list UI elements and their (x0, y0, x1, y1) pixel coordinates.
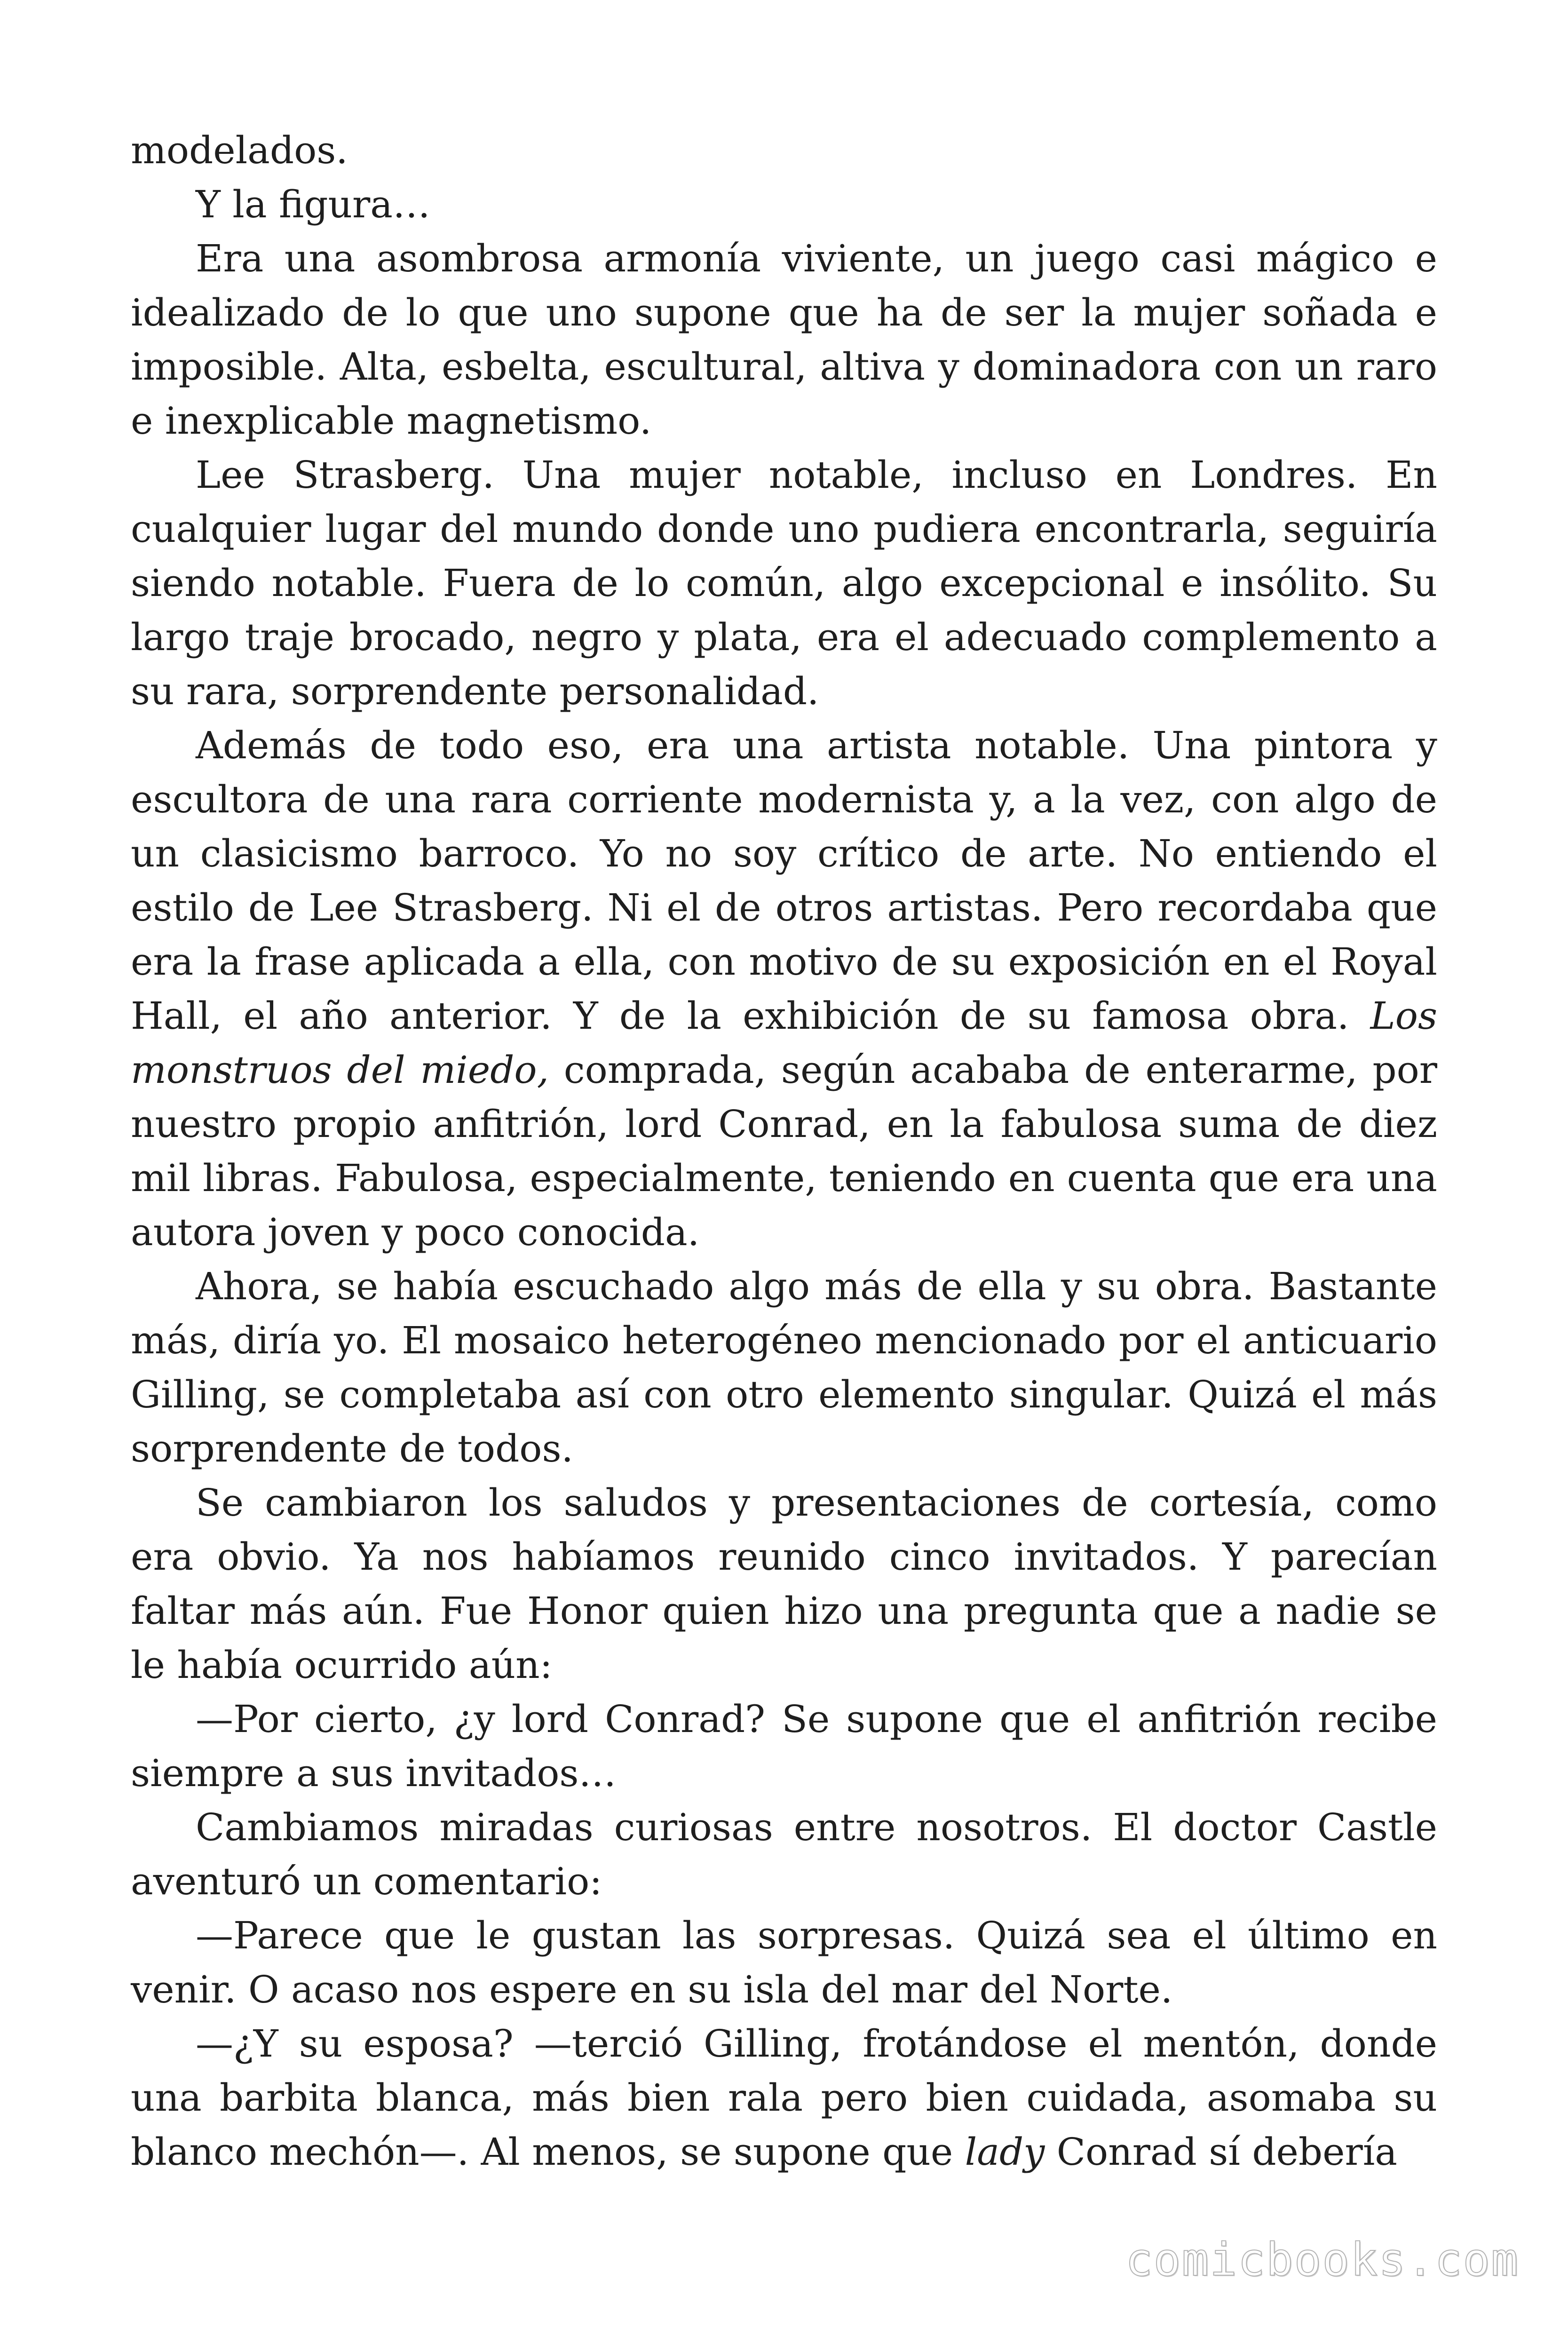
paragraph-text: Además de todo eso, era una artista notable. Una pintora y escultora de una rara corriente modernista y, a la vez, con algo de un clasicismo barroco. Yo no soy crítico de arte. No entiendo el estilo de Lee Strasberg. Ni el de otros artistas. Pero recordaba que era la frase aplicada a ella, con motivo de su exposición en el Royal Hall, el año anterior. Y de la exhibición de su famosa obra. (131, 723, 1437, 1038)
paragraph: —Parece que le gustan las sorpresas. Quizá sea el último en venir. O acaso nos espere en su isla del mar del Norte. (131, 1914, 1437, 2011)
paragraph-text: comprada, según acababa de enterarme, por nuestro propio anfitrión, lord Conrad, en la fabulosa suma de diez mil libras. Fabulosa, especialmente, teniendo en cuenta que era una autora joven y poco conocida. (131, 1048, 1438, 1254)
paragraph: modelados. (131, 128, 348, 172)
paragraph-text: Conrad sí debería (1045, 2130, 1397, 2174)
paragraph: Se cambiaron los saludos y presentaciones de cortesía, como era obvio. Ya nos habíamos reunido cinco invitados. Y parecían faltar más aún. Fue Honor quien hizo una pregunta que a nadie se le había ocurrido aún: (131, 1481, 1437, 1687)
italic-word: lady (965, 2130, 1045, 2174)
paragraph: —Por cierto, ¿y lord Conrad? Se supone que el anfitrión recibe siempre a sus invitados… (131, 1697, 1437, 1795)
paragraph (131, 2017, 1437, 2179)
watermark: comicbooks.com (1125, 2233, 1519, 2286)
page-body (131, 123, 1437, 2179)
book-title-italic: Los monstruos del miedo, (131, 994, 1437, 1092)
paragraph: Lee Strasberg. Una mujer notable, incluso en Londres. En cualquier lugar del mundo donde uno pudiera encontrarla, seguiría siendo notable. Fuera de lo común, algo excepcional e insólito. Su largo traje brocado, negro y plata, era el adecuado complemento a su rara, sorprendente personalidad. (131, 453, 1437, 713)
paragraph (131, 718, 1437, 1259)
paragraph: Cambiamos miradas curiosas entre nosotros. El doctor Castle aventuró un comentario: (131, 1805, 1437, 1903)
paragraph: Ahora, se había escuchado algo más de ella y su obra. Bastante más, diría yo. El mosaico heterogéneo mencionado por el anticuario Gilling, se completaba así con otro elemento singular. Quizá el más sorprendente de todos. (131, 1264, 1437, 1470)
paragraph: Y la figura… (196, 183, 430, 226)
paragraph-text: —¿Y su esposa? —terció Gilling, frotándose el mentón, donde una barbita blanca, más bien rala pero bien cuidada, asomaba su blanco mechón—. Al menos, se supone que (131, 2022, 1437, 2174)
paragraph: Era una asombrosa armonía viviente, un juego casi mágico e idealizado de lo que uno supone que ha de ser la mujer soñada e imposible. Alta, esbelta, escultural, altiva y dominadora con un raro e inexplicable magnetismo. (131, 237, 1437, 443)
